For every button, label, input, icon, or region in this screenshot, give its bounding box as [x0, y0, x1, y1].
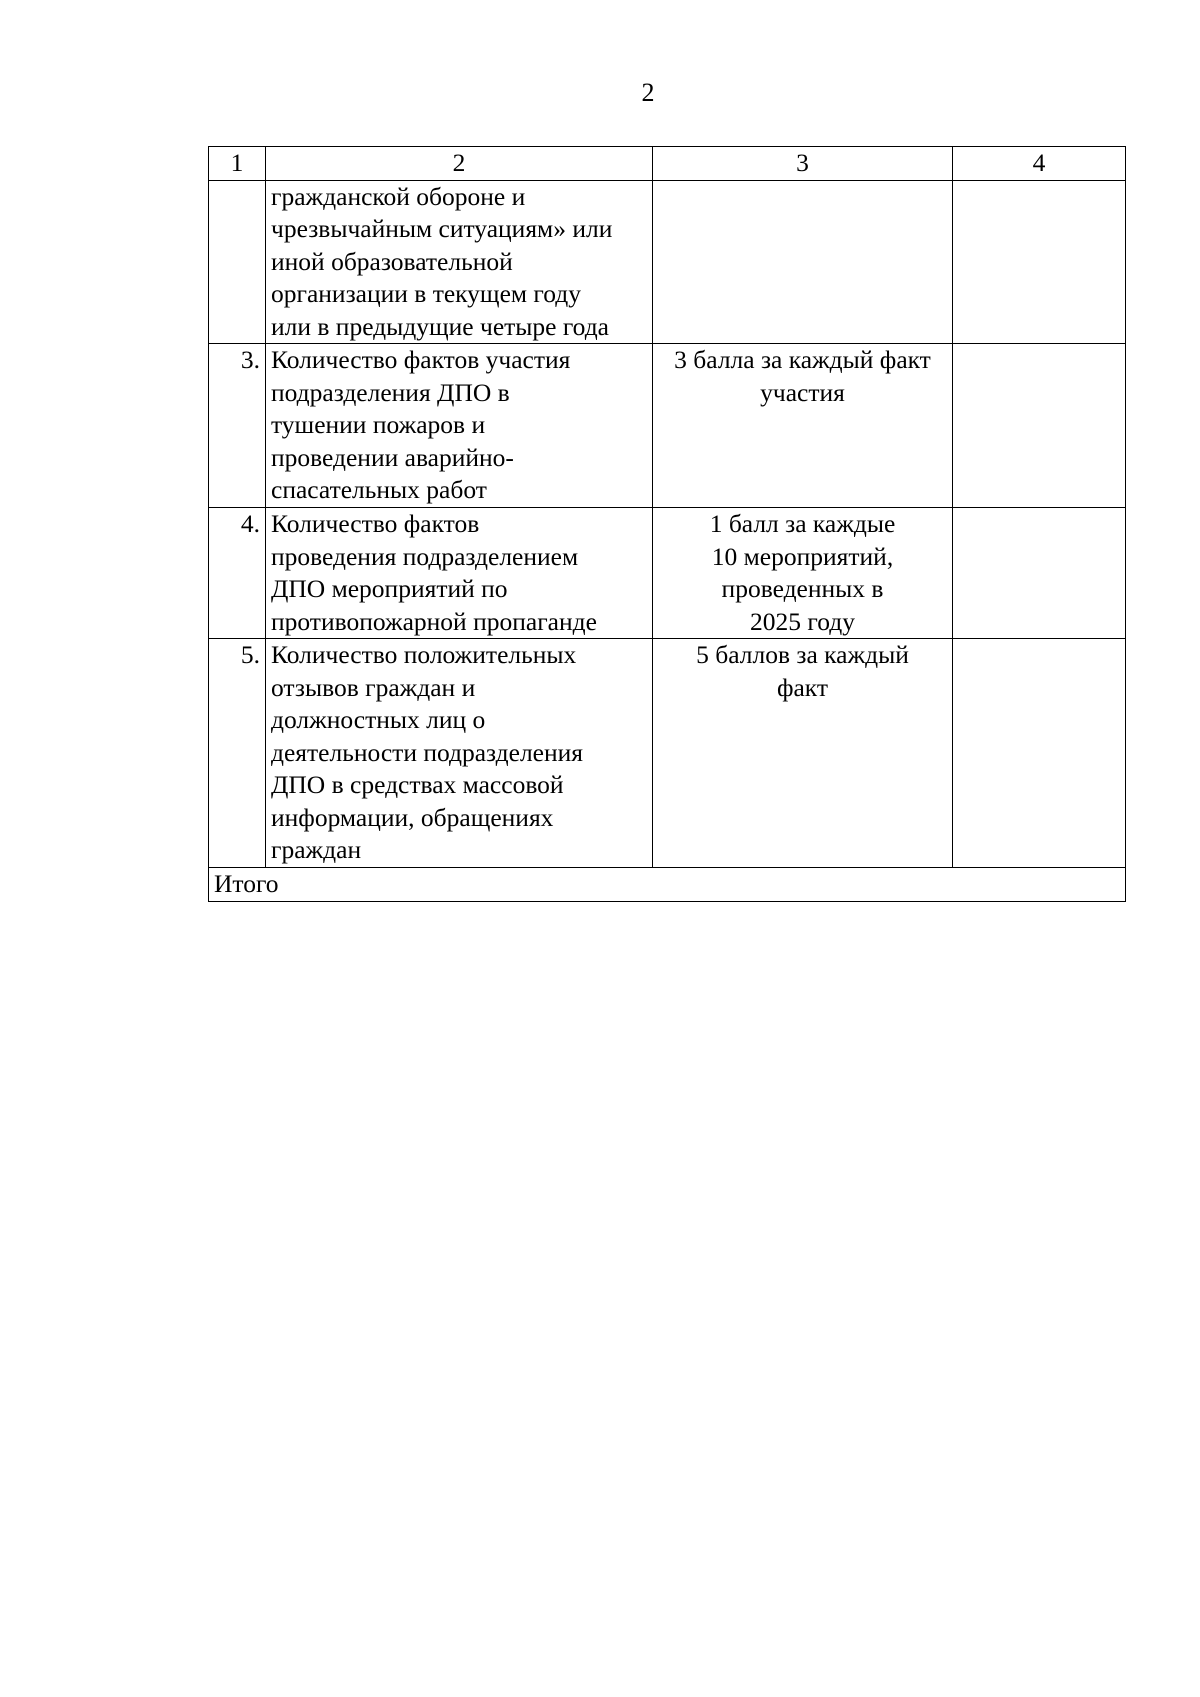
description-line: противопожарной пропаганде — [271, 606, 597, 636]
description-line: граждан — [271, 835, 362, 864]
row-score — [953, 508, 1126, 639]
criterion-line: проведенных в — [721, 574, 884, 603]
description-line: гражданской обороне и — [271, 181, 526, 211]
criterion-line: участия — [760, 377, 845, 407]
header-cell-4: 4 — [953, 147, 1126, 181]
table-row — [209, 639, 1126, 868]
description-line: подразделения ДПО в — [271, 377, 510, 407]
description-line: Количество фактов участия — [271, 345, 571, 374]
criterion-line: факт — [776, 672, 829, 702]
score-table — [208, 146, 1126, 902]
table-row — [209, 508, 1126, 639]
description-line: информации, обращениях — [271, 802, 554, 832]
description-line: ДПО мероприятий по — [271, 574, 508, 603]
table-row — [209, 344, 1126, 508]
description-line: организации в текущем году — [271, 279, 581, 308]
table-row — [209, 180, 1126, 344]
header-cell-1: 1 — [209, 147, 266, 181]
description-line: Количество фактов — [271, 509, 480, 538]
description-line: чрезвычайным ситуациям» или — [271, 214, 613, 243]
row-description — [266, 180, 653, 344]
description-line: спасательных работ — [271, 475, 487, 504]
row-description — [266, 639, 653, 868]
criterion-line: 3 балла за каждый факт — [674, 345, 931, 374]
row-number: 3. — [209, 344, 266, 508]
description-line: Количество положительных — [271, 640, 577, 669]
row-score — [953, 344, 1126, 508]
row-description — [266, 508, 653, 639]
table-header-row — [209, 147, 1126, 181]
row-criterion — [653, 344, 953, 508]
page-number: 2 — [641, 78, 655, 107]
criterion-line: 5 баллов за каждый — [696, 640, 909, 669]
description-line: деятельности подразделения — [271, 737, 584, 767]
row-criterion — [653, 180, 953, 344]
row-description — [266, 344, 653, 508]
total-label: Итого — [209, 868, 1126, 902]
header-cell-2: 2 — [266, 147, 653, 181]
header-cell-3: 3 — [653, 147, 953, 181]
description-line: отзывов граждан и — [271, 672, 476, 702]
row-criterion — [653, 639, 953, 868]
description-line: должностных лиц о — [271, 705, 486, 734]
description-line: иной образовательной — [271, 246, 513, 276]
description-line: проведении аварийно- — [271, 442, 514, 472]
row-criterion — [653, 508, 953, 639]
total-row — [209, 868, 1126, 902]
row-number: 5. — [209, 639, 266, 868]
description-line: или в предыдущие четыре года — [271, 311, 609, 341]
criterion-line: 2025 году — [750, 606, 855, 636]
criterion-line: 1 балл за каждые — [709, 509, 896, 538]
description-line: проведения подразделением — [271, 541, 579, 571]
description-line: ДПО в средствах массовой — [271, 770, 564, 799]
row-score — [953, 180, 1126, 344]
row-number: 4. — [209, 508, 266, 639]
row-score — [953, 639, 1126, 868]
criterion-line: 10 мероприятий, — [711, 541, 894, 571]
row-number — [209, 180, 266, 344]
description-line: тушении пожаров и — [271, 410, 486, 439]
